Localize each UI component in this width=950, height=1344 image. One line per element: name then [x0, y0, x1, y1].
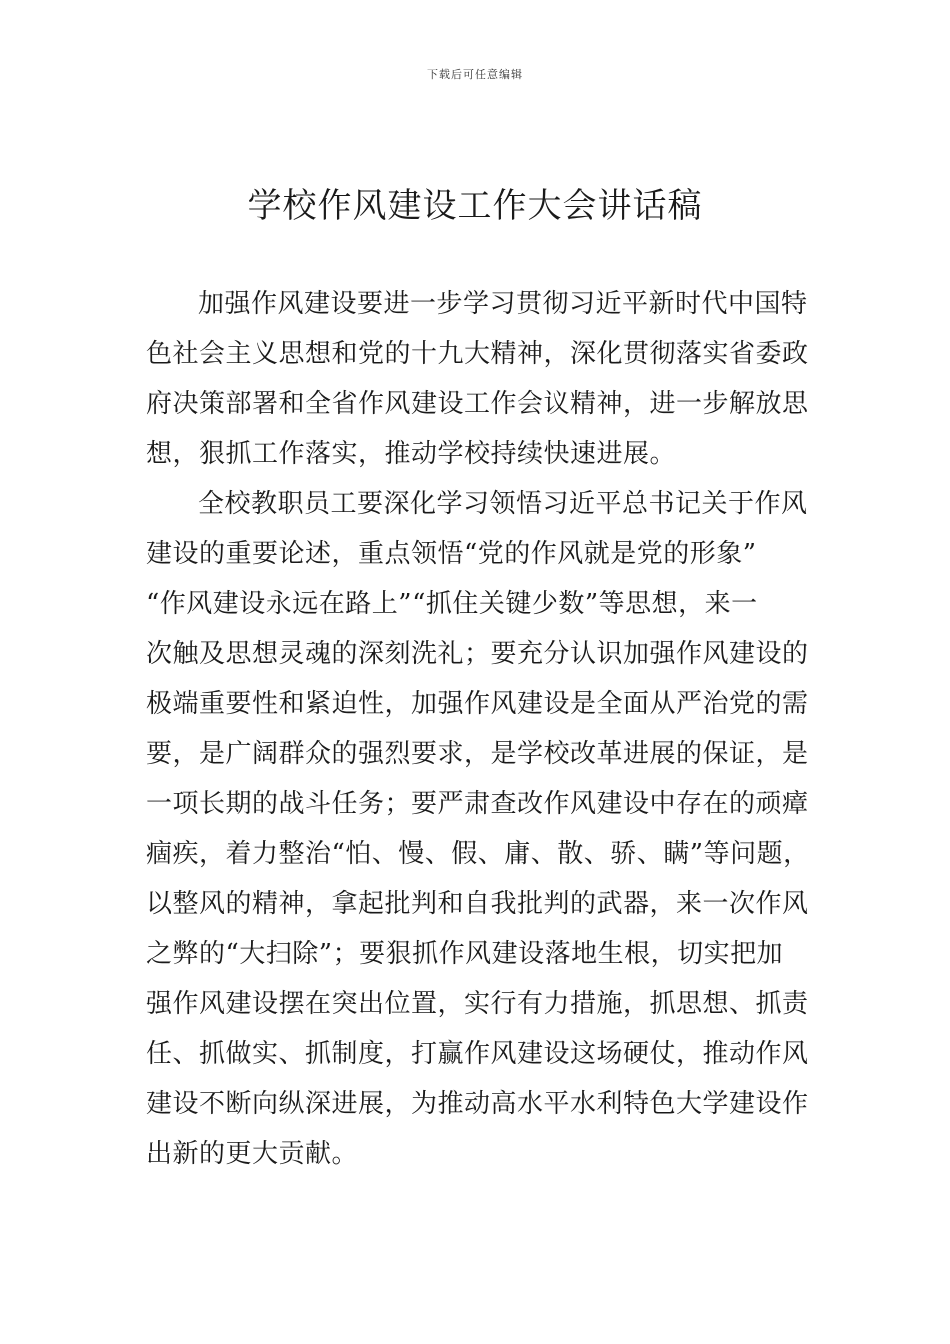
document-body: [146, 279, 810, 1179]
paragraph-2-line: 极端重要性和紧迫性，加强作风建设是全面从严治党的需: [146, 689, 809, 719]
paragraph-2-line: 以整风的精神，拿起批判和自我批判的武器，来一次作风: [146, 889, 809, 919]
paragraph-2-line: 次触及思想灵魂的深刻洗礼；要充分认识加强作风建设的: [146, 639, 809, 669]
paragraph-2-line: 全校教职员工要深化学习领悟习近平总书记关于作风: [198, 489, 808, 519]
paragraph-2-line: 建设不断向纵深进展，为推动高水平水利特色大学建设作: [146, 1089, 809, 1119]
document-title: 学校作风建设工作大会讲话稿: [247, 186, 703, 226]
paragraph-1-line: 加强作风建设要进一步学习贯彻习近平新时代中国特: [198, 289, 808, 319]
paragraph-2-line: 之弊的“大扫除”；要狠抓作风建设落地生根，切实把加: [146, 939, 784, 969]
paragraph-1-line: 府决策部署和全省作风建设工作会议精神，进一步解放思: [146, 389, 809, 419]
page-header-note: 下载后可任意编辑: [427, 68, 523, 81]
paragraph-2-line: 痼疾，着力整治“怕、慢、假、庸、散、骄、瞒”等问题，: [146, 839, 810, 869]
paragraph-2-line: 一项长期的战斗任务；要严肃查改作风建设中存在的顽瘴: [146, 789, 809, 819]
paragraph-1-line: 想，狠抓工作落实，推动学校持续快速进展。: [146, 439, 677, 469]
paragraph-2-line: 要，是广阔群众的强烈要求，是学校改革进展的保证，是: [146, 739, 809, 769]
paragraph-2-line: 强作风建设摆在突出位置，实行有力措施，抓思想、抓责: [146, 989, 809, 1019]
paragraph-2-line: 出新的更大贡献。: [146, 1139, 359, 1169]
paragraph-2-line: 任、抓做实、抓制度，打赢作风建设这场硬仗，推动作风: [146, 1039, 809, 1069]
paragraph-2-line: 建设的重要论述，重点领悟“党的作风就是党的形象”: [146, 539, 757, 569]
paragraph-1-line: 色社会主义思想和党的十九大精神，深化贯彻落实省委政: [146, 339, 809, 369]
paragraph-2-line: “作风建设永远在路上”“抓住关键少数”等思想，来一: [146, 589, 758, 619]
